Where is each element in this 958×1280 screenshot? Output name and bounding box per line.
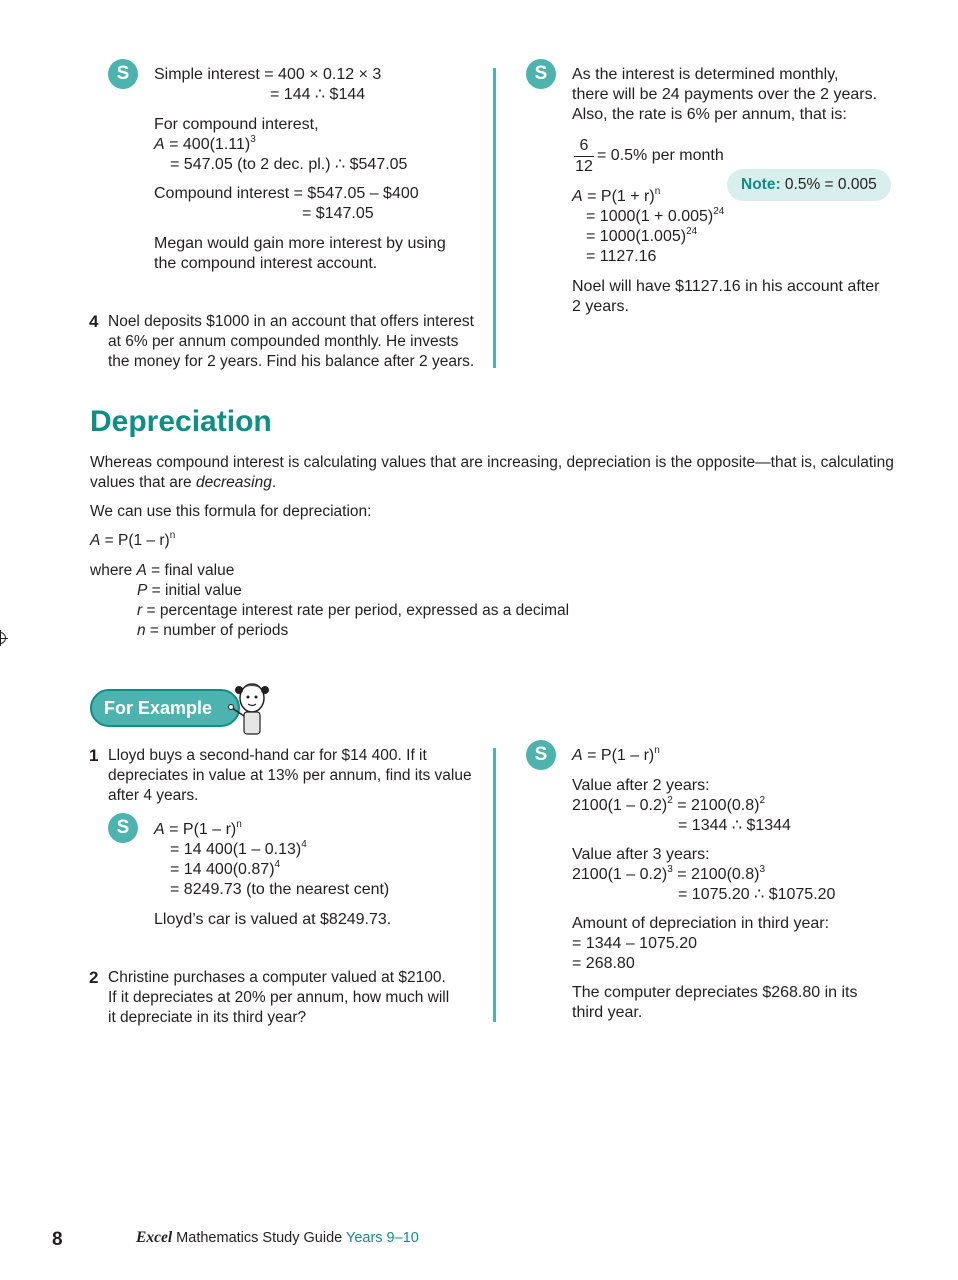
conclusion-line: 2 years. — [572, 298, 629, 315]
formula-line: = 8249.73 (to the nearest cent) — [170, 881, 390, 898]
book-title: Excel Mathematics Study Guide Years 9–10 — [136, 1229, 419, 1246]
note-text: 0.5% = 0.005 — [780, 176, 877, 193]
conclusion-line: the compound interest account. — [154, 255, 378, 272]
subheading: Value after 3 years: — [572, 846, 710, 863]
monthly-rate: = 0.5% per month — [597, 147, 724, 164]
subheading: Value after 2 years: — [572, 777, 710, 794]
compound-interest-intro: For compound interest, — [154, 116, 319, 133]
section-heading: Depreciation — [90, 405, 272, 438]
student-mascot-icon — [220, 678, 276, 738]
question-text: Lloyd buys a second-hand car for $14 400. If it — [108, 747, 427, 764]
conclusion-line: Noel will have $1127.16 in his account after — [572, 278, 880, 295]
compound-result: = 547.05 (to 2 dec. pl.) ∴ $547.05 — [170, 156, 408, 173]
question-text: If it depreciates at 20% per annum, how much will — [108, 989, 450, 1006]
for-example-banner: For Example — [90, 689, 240, 727]
conclusion-line: third year. — [572, 1004, 643, 1021]
page-number: 8 — [52, 1229, 63, 1250]
depreciation-formula: A = P(1 – r)$^n$ — [90, 530, 176, 549]
question-number: 4 — [89, 312, 99, 331]
conclusion-line: The computer depreciates $268.80 in its — [572, 984, 858, 1001]
note-callout — [727, 169, 891, 201]
intro-text: We can use this formula for depreciation: — [90, 503, 372, 520]
compound-interest-value: = $147.05 — [302, 205, 374, 222]
question-number: 1 — [89, 746, 99, 765]
formula-line: = 1075.20 ∴ $1075.20 — [678, 886, 836, 903]
formula-line: = $1000(1.005)^{24}$ — [586, 226, 698, 245]
simple-interest-line: Simple interest = 400 × 0.12 × 3 — [154, 66, 382, 83]
question-text: Noel deposits $1000 in an account that offers interest — [108, 313, 474, 330]
solution-badge: S — [108, 813, 138, 843]
question-text: the money for 2 years. Find his balance after 2 years. — [108, 353, 475, 370]
brand-name: Excel — [136, 1229, 173, 1246]
solution-badge: S — [108, 59, 138, 89]
fraction-denominator: 12 — [575, 158, 593, 175]
formula-line: = $1000(1 + 0.005)^{24}$ — [586, 206, 725, 225]
question-text: Christine purchases a computer valued at $2100. — [108, 969, 446, 986]
solution-badge: S — [526, 740, 556, 770]
formula-line: A = P(1 – r)$^n$ — [572, 745, 660, 764]
formula-line: = 14 $400(0.87)^4$ — [170, 859, 281, 878]
formula-line: = 14 400(1 – 0.13)$^4$ — [170, 839, 307, 858]
formula-line: = 1344 ∴ $1344 — [678, 817, 791, 834]
compound-interest-diff: Compound interest = $547.05 – $400 — [154, 185, 419, 202]
formula-line: A = P(1 – r)$^n$ — [154, 819, 242, 838]
intro-text: Whereas compound interest is calculating values that are increasing, depreciation is the opposite—that is, calculating — [90, 454, 894, 471]
column-divider — [493, 68, 496, 368]
formula-line: = 268.80 — [572, 955, 635, 972]
compound-formula: $A = 400(1.11)^3$ — [154, 134, 256, 153]
question-number: 2 — [89, 968, 99, 987]
intro-text: values that are decreasing. — [90, 474, 277, 491]
registration-mark — [0, 632, 6, 644]
definition-line: n = number of periods — [137, 622, 289, 639]
question-text: at 6% per annum compounded monthly. He invests — [108, 333, 459, 350]
subheading: Amount of depreciation in third year: — [572, 915, 830, 932]
formula-line: $2100(1 - 0.2)^2 = 2100(0.8)^2$ — [572, 795, 766, 814]
question-text: it depreciate in its third year? — [108, 1009, 307, 1026]
solution-badge: S — [526, 59, 556, 89]
book-years: Years 9–10 — [345, 1230, 419, 1246]
simple-interest-result: = 144 ∴ $144 — [270, 86, 366, 103]
solution-text: As the interest is determined monthly, — [572, 66, 839, 83]
question-text: after 4 years. — [108, 787, 199, 804]
solution-text: there will be 24 payments over the 2 years. — [572, 86, 878, 103]
question-text: depreciates in value at 13% per annum, find its value — [108, 767, 472, 784]
definition-line: where A = final value — [90, 562, 235, 579]
formula-line: $2100(1 - 0.2)^3 = 2100(0.8)^3$ — [572, 864, 766, 883]
formula-line: $A = P(1 + r)^n$ — [572, 186, 661, 205]
definition-line: P = initial value — [137, 582, 242, 599]
solution-text: Also, the rate is 6% per annum, that is: — [572, 106, 847, 123]
note-label: Note: — [741, 176, 781, 193]
formula-line: = 1127.16 — [586, 248, 657, 265]
conclusion-line: Megan would gain more interest by using — [154, 235, 446, 252]
fraction-numerator: 6 — [574, 136, 594, 157]
formula-line: = 1344 – 1075.20 — [572, 935, 698, 952]
column-divider — [493, 748, 496, 1022]
conclusion-line: Lloyd’s car is valued at $8249.73. — [154, 911, 392, 928]
definition-line: r = percentage interest rate per period, expressed as a decimal — [137, 602, 570, 619]
fraction — [574, 136, 594, 177]
